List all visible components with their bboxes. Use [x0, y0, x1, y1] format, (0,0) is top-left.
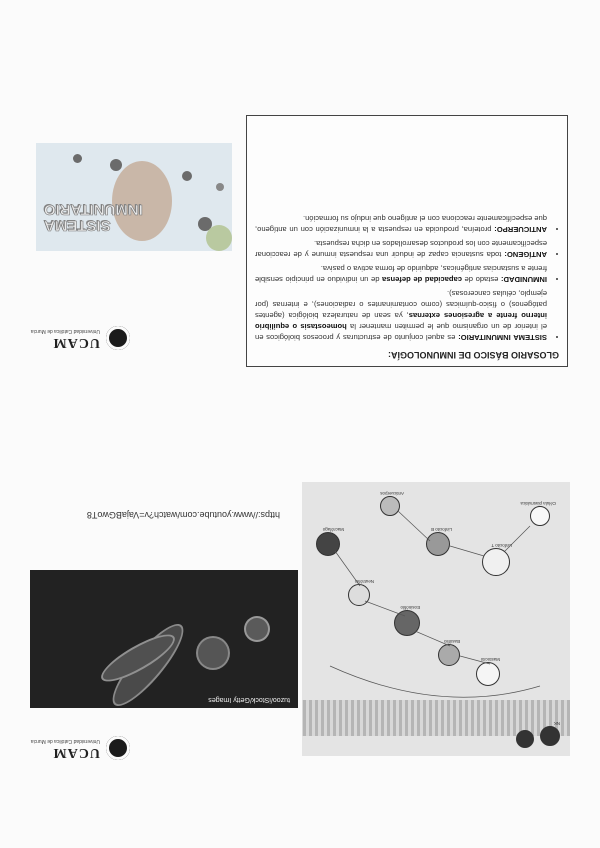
- virus-icon: [216, 183, 224, 191]
- sistema-inmunitario-image: [36, 143, 232, 251]
- glossary-item-sistema: [255, 288, 547, 343]
- sistema-title-line2: INMUNITARIO: [44, 201, 143, 218]
- cell-shape: [198, 638, 228, 668]
- virus-icon: [182, 171, 192, 181]
- ucam-logo-top: [10, 312, 130, 352]
- diagram-label: Célula plasmática: [520, 501, 556, 506]
- glossary-term: ANTÍGENO:: [504, 250, 547, 259]
- glossary-title: GLOSARIO BÁSICO DE INMUNOLOGÍA:: [388, 350, 559, 360]
- glossary-emphasis: homeostasis o equilibrio interno frente a agresiones externas: [255, 311, 547, 331]
- glossary-text: es aquel conjunto de estructuras y procesos biológicos en el interior de un organismo que le permiten mantener la: [255, 322, 547, 342]
- logo-name: UCAM: [52, 745, 100, 760]
- glossary-list: [255, 213, 559, 343]
- diagram-arrows: [302, 482, 570, 756]
- diagram-label: Eosinófilo: [400, 605, 420, 610]
- glossary-term: SISTEMA INMUNITARIO:: [458, 333, 547, 342]
- diagram-label: Neutrófilo: [354, 579, 374, 584]
- logo-subtitle: Universidad Católica de Murcia: [30, 328, 100, 334]
- glossary-term: INMUNIDAD:: [501, 275, 547, 284]
- diagram-label: Anticuerpos: [380, 491, 404, 496]
- virus-icon: [73, 154, 82, 163]
- glossary-text: toda sustancia capaz de inducir una respuesta inmune y de reaccionar específicamente con los productos desarrollados en dicha respuesta.: [255, 239, 547, 259]
- glossary-term: ANTICUERPO:: [494, 225, 547, 234]
- sistema-title: [44, 201, 143, 233]
- diagram-label: Basófilo: [443, 639, 460, 644]
- photo-credit: tuzoo/iStock/Getty Images: [208, 696, 290, 703]
- glossary-text-rest: de un individuo en principio sensible frente a sustancias antigénicas, adquirido de forma activa o pasiva.: [255, 264, 547, 284]
- diagram-label: Macrófago: [322, 527, 344, 532]
- glossary-item-anticuerpo: [255, 213, 547, 235]
- glossary-item-inmunidad: [255, 263, 547, 285]
- glossary-text: proteína, producida en respuesta a la inmunización con un antígeno, que específicamente reacciona con el antígeno que indujo su formación.: [255, 214, 547, 234]
- immune-cell-diagram: [302, 482, 570, 756]
- leaf-shape: [206, 225, 232, 251]
- diagram-label: Mastocito: [480, 657, 500, 662]
- diagram-label: Linfocito T: [491, 543, 512, 548]
- ucam-seal-icon: [106, 736, 130, 760]
- glossary-text: estado de: [461, 275, 502, 284]
- microscope-photo: [30, 570, 298, 708]
- logo-subtitle: Universidad Católica de Murcia: [30, 738, 100, 744]
- virus-icon: [110, 159, 122, 171]
- diagram-label: Linfocito B: [430, 527, 452, 532]
- glossary-text-rest: , ya sean de naturaleza biológica (agentes patógenos) o físico-químicas (como contaminantes o radiaciones), e internas (por ejemplo, células cancerosas).: [255, 289, 547, 320]
- cell-shape: [246, 618, 268, 640]
- ucam-seal-icon: [106, 326, 130, 350]
- youtube-link[interactable]: https://www.youtube.com/watch?v=VajaBGwoT8: [86, 510, 280, 520]
- sistema-title-line1: SISTEMA: [44, 217, 111, 234]
- ucam-logo-bottom: [10, 722, 130, 762]
- diagram-label: NK: [553, 721, 560, 726]
- logo-name: UCAM: [52, 335, 100, 350]
- glossary-panel: [246, 115, 568, 367]
- glossary-emphasis: capacidad de defensa: [382, 275, 462, 284]
- glossary-item-antigeno: [255, 238, 547, 260]
